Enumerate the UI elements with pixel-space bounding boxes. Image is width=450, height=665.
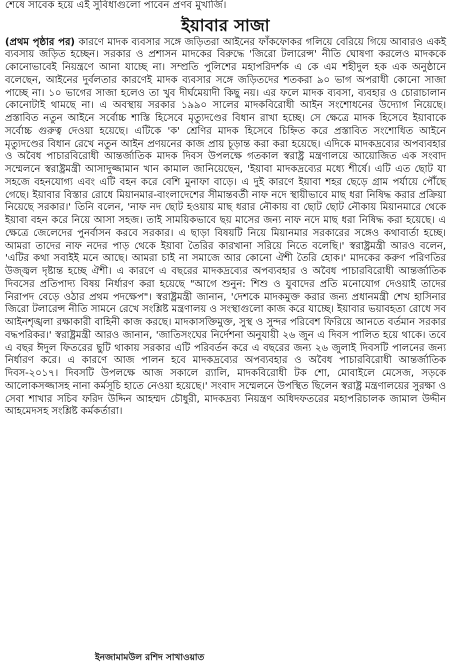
article-headline: ইয়াবার সাজা — [181, 15, 270, 35]
continuation-label: (প্রথম পৃষ্ঠার পর) — [5, 36, 75, 48]
article-body-text: কারণে মাদক ব্যবসার সঙ্গে জড়িতরা আইনের ফাঁকফোকর গলিয়ে বেরিয়ে গিয়ে আবারও একই ব্যবসায় জড়িত হচ্ছেন। সরকার ও প্রশাসন মাদকের বিরুদ্ধে 'জিরো টলারেন্স' নীতি ঘোষণা করলেও মাদককে কোনোভাবেই নিয়ন্ত্রণে আনা যাচ্ছে না। সম্প্রতি পুলিশের মহাপরিদর্শক এ কে এম শহীদুল হক এক অনুষ্ঠানে বলেছেন, আইনের দুর্বলতার কারণেই মাদক ব্যবসার সঙ্গে জড়িতদের শতকরা ৯০ ভাগ অপরাধী কোনো সাজা পাচ্ছে না। ১০ ভাগের সাজা হলেও তা খুব দীর্ঘমেয়াদী কিছু নয়। এর ফলে মাদক ব্যবসা, ব্যবহার ও চোরাচালান কোনোটাই থামছে না। এ অবস্থায় সরকার ১৯৯০ সালের মাদকবিরোধী আইন সংশোধনের উদ্যোগ নিয়েছে। প্রস্তাবিত নতুন আইনে সর্বোচ্চ শাস্তি হিসেবে মৃত্যুদণ্ডের বিধান রাখা হচ্ছে। সে ক্ষেত্রে মাদক হিসেবে ইয়াবাকে সর্বোচ্চ গুরুত্ব দেওয়া হয়েছে। এটিকে 'ক' শ্রেণির মাদক হিসেবে চিহ্নিত করে প্রস্তাবিত সংশোধিত আইনে মৃত্যুদণ্ডের বিধান রেখে নতুন আইন প্রণয়নের কাজ প্রায় চূড়ান্ত করা করা হয়েছে। এদিকে মাদকদ্রব্যের অপব্যবহার ও অবৈধ পাচারবিরোধী আন্তর্জাতিক মাদক দিবস উপলক্ষে গতকাল স্বরাষ্ট্র মন্ত্রণালয়ে আয়োজিত এক সংবাদ সম্মেলনে স্বরাষ্ট্রমন্ত্রী আসাদুজ্জামান খান কামাল জানিয়েছেন, 'ইয়াবা মাদকদ্রব্যের মধ্যে শীর্ষে। এটি এত ছোট যা সহজে বহনযোগ্য এবং এটি বহন করে বেশি মুনাফা বাড়ে। এ দুই কারণে ইয়াবা শহর ছেড়ে গ্রাম পর্যায়ে পৌঁছে গেছে। ইয়াবার বিস্তার রোধে মিয়ানমার-বাংলাদেশের সীমান্তবর্তী নাফ নদে স্থায়ীভাবে মাছ ধরা নিষিদ্ধ করার প্রক্রিয়া নিয়েছে সরকার।' তিনি বলেন, 'নাফ নদ ছোট হওয়ায় মাছ ধরার নৌকায় বা ছোট ছোট নৌকায় মিয়ানমারে থেকে ইয়াবা বহন করে নিয়ে আসা সহজ। তাই সাময়িকভাবে ছয় মাসের জন্য নাফ নদে মাছ ধরা নিষিদ্ধ করা হয়েছে। এ ক্ষেত্রে জেলেদের পুনর্বাসন করবে সরকার। এ ছাড়া বিষয়টি নিয়ে মিয়ানমার সরকারের সঙ্গেও কথাবার্তা হচ্ছে। আমরা তাদের নাফ নদের পাড় থেকে ইয়াবা তৈরির কারখানা সরিয়ে নিতে বলেছি।' স্বরাষ্ট্রমন্ত্রী আরও বলেন, 'এটির কথা সবাইই মনে আছে। আমরা চাই না সমাজে আর কোনো ঐশী তৈরি হোক।' মাদকের করুণ পরিণতির উজ্জ্বল দৃষ্টান্ত হচ্ছে ঐশী। এ কারণে এ বছরের মাদকদ্রব্যের অপব্যবহার ও অবৈধ পাচারবিরোধী আন্তর্জাতিক দিবসের প্রতিপাদ্য বিষয় নির্ধারণ করা হয়েছে "আগে শুনুন: শিশু ও যুবাদের প্রতি মনোযোগ দেওয়াই তাদের নিরাপদ বেড়ে ওঠার প্রথম পদক্ষেপ"। স্বরাষ্ট্রমন্ত্রী জানান, 'দেশকে মাদকমুক্ত করার জন্য প্রধানমন্ত্রী শেখ হাসিনার জিরো টলারেন্স নীতি সামনে রেখে সংশ্লিষ্ট মন্ত্রণালয় ও সংস্থাগুলো কাজ করে যাচ্ছে। ইয়াবার ভয়াবহতা রোধে সব আইনশৃঙ্খলা রক্ষাকারী বাহিনী কাজ করছে। মাদকাসক্তিমুক্ত, সুস্থ ও সুন্দর পরিবেশ ফিরিয়ে আনতে বর্তমান সরকার বদ্ধপরিকর।' স্বরাষ্ট্রমন্ত্রী আরও জানান, 'জাতিসংঘের নির্দেশনা অনুযায়ী ২৬ জুন এ দিবস পালিত হয়ে থাকে। তবে এ বছর ঈদুল ফিতরের ছুটি থাকায় সরকার এটি পরিবর্তন করে এ বছরের জন্য ২৬ জুলাই দিবসটি পালনের জন্য নির্ধারণ করে। এ কারণে আজ পালন হবে মাদকদ্রব্যের অপব্যবহার ও অবৈধ পাচারবিরোধী আন্তর্জাতিক দিবস-২০১৭। দিবসটি উপলক্ষে আজ সকালে র‌্যালি, মাদকবিরোধী টক শো, মোবাইলে মেসেজ, সড়কে আলোকসজ্জাসহ নানা কর্মসূচি হাতে নেওয়া হয়েছে।' সংবাদ সম্মেলনে উপস্থিত ছিলেন স্বরাষ্ট্র মন্ত্রণালয়ের সুরক্ষা ও সেবা শাখার সচিব ফরিদ উদ্দিন আহম্মদ চৌধুরী, মাদকদ্রব্য নিয়ন্ত্রণ অধিদফতরের মহাপরিচালক জামাল উদ্দীন আহমেদসহ সংশ্লিষ্ট কর্মকর্তারা। — [5, 36, 447, 418]
article-body — [5, 37, 446, 420]
previous-article-end: শেষে সাবেক হয়ে এই সুবিধাগুলো পাবেন প্রণব মুখার্জি। — [5, 0, 227, 11]
next-article-cutoff: ইনজামামউল রশিদ সাখাওয়াত — [95, 653, 205, 663]
